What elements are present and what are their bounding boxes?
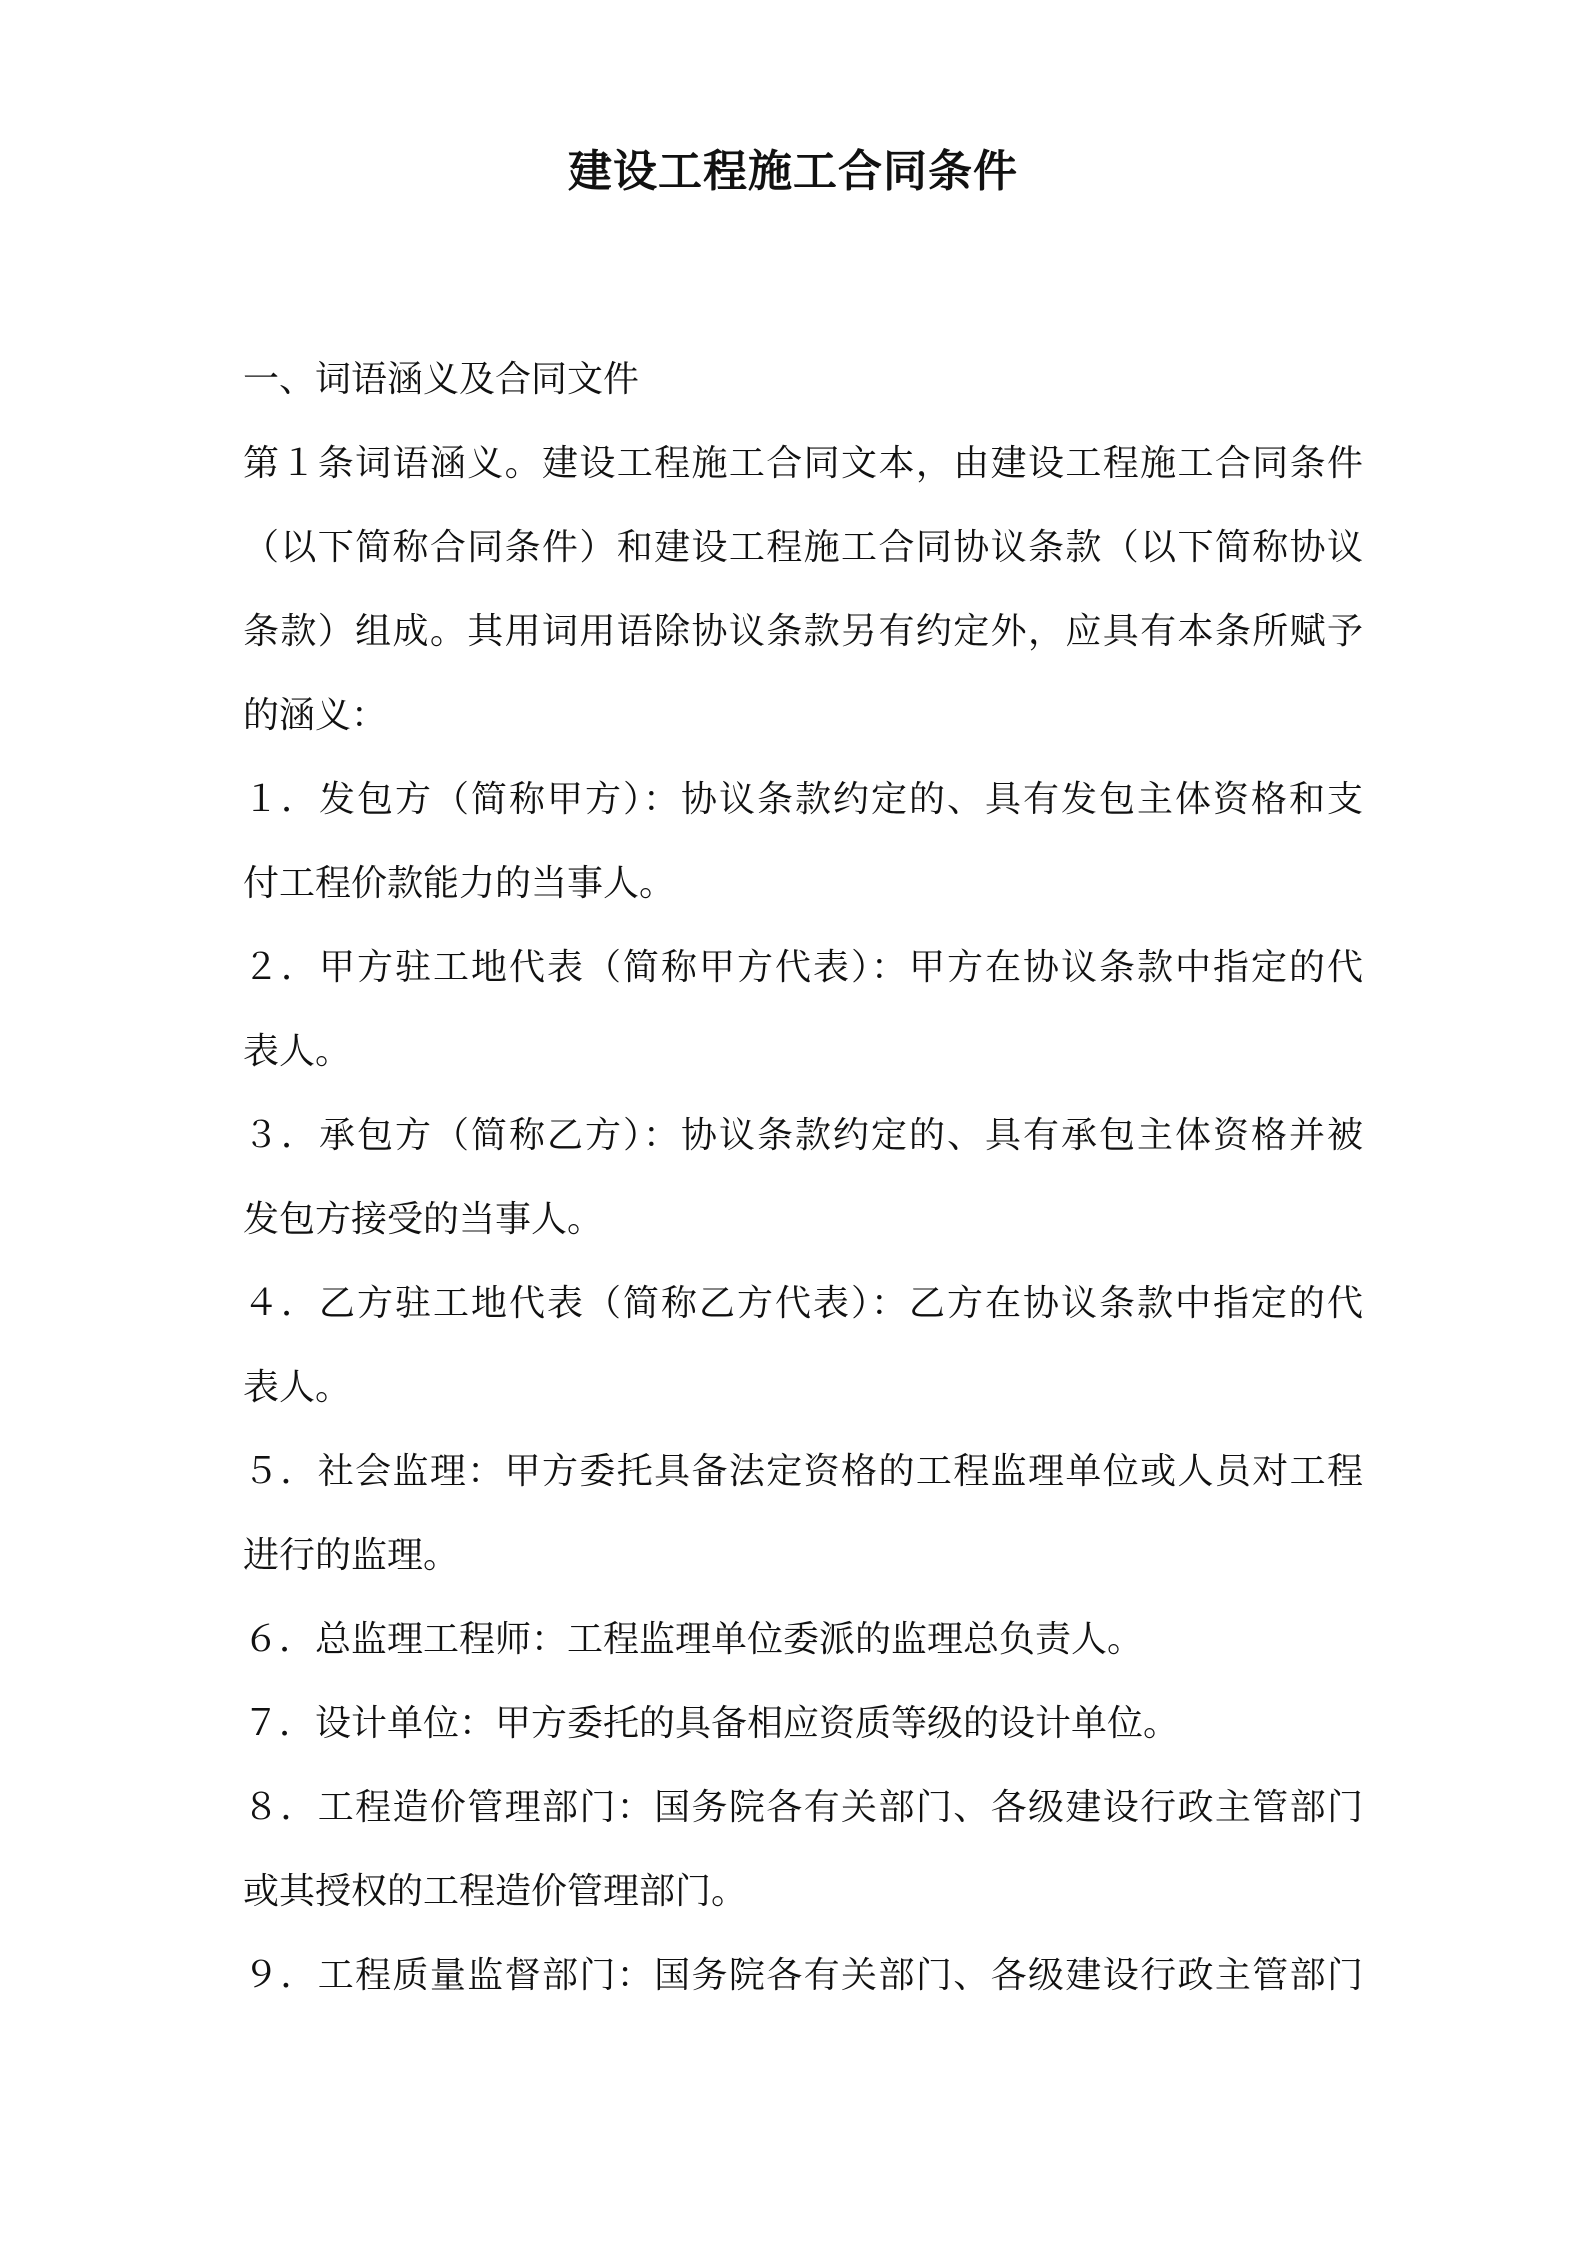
body-line: ４．乙方驻工地代表（简称乙方代表）：乙方在协议条款中指定的代: [243, 1283, 1363, 1324]
body-line: 表人。: [243, 1031, 352, 1072]
body-line: 第１条词语涵义。建设工程施工合同文本，由建设工程施工合同条件: [243, 443, 1363, 484]
body-line: 进行的监理。: [243, 1535, 460, 1576]
body-line: ３．承包方（简称乙方）：协议条款约定的、具有承包主体资格并被: [243, 1115, 1363, 1156]
body-line: １．发包方（简称甲方）：协议条款约定的、具有发包主体资格和支: [243, 779, 1363, 820]
body-line: 表人。: [243, 1367, 352, 1408]
body-line: 或其授权的工程造价管理部门。: [243, 1871, 748, 1912]
body-line: ９．工程质量监督部门：国务院各有关部门、各级建设行政主管部门: [243, 1955, 1363, 1996]
body-line: 的涵义：: [243, 695, 388, 736]
body-line: ８．工程造价管理部门：国务院各有关部门、各级建设行政主管部门: [243, 1787, 1363, 1828]
body-line: ７．设计单位：甲方委托的具备相应资质等级的设计单位。: [243, 1703, 1180, 1744]
document-title: 建设工程施工合同条件: [568, 146, 1018, 197]
body-line: ６．总监理工程师：工程监理单位委派的监理总负责人。: [243, 1619, 1144, 1660]
body-line: ５．社会监理：甲方委托具备法定资格的工程监理单位或人员对工程: [243, 1451, 1363, 1492]
body-line: （以下简称合同条件）和建设工程施工合同协议条款（以下简称协议: [243, 527, 1363, 568]
body-line: 付工程价款能力的当事人。: [243, 863, 676, 904]
body-line: 条款）组成。其用词用语除协议条款另有约定外，应具有本条所赋予: [243, 611, 1363, 652]
section-heading: 一、词语涵义及合同文件: [243, 359, 640, 400]
body-line: 发包方接受的当事人。: [243, 1199, 604, 1240]
document-body: [243, 338, 1363, 2018]
body-line: ２．甲方驻工地代表（简称甲方代表）：甲方在协议条款中指定的代: [243, 947, 1363, 988]
